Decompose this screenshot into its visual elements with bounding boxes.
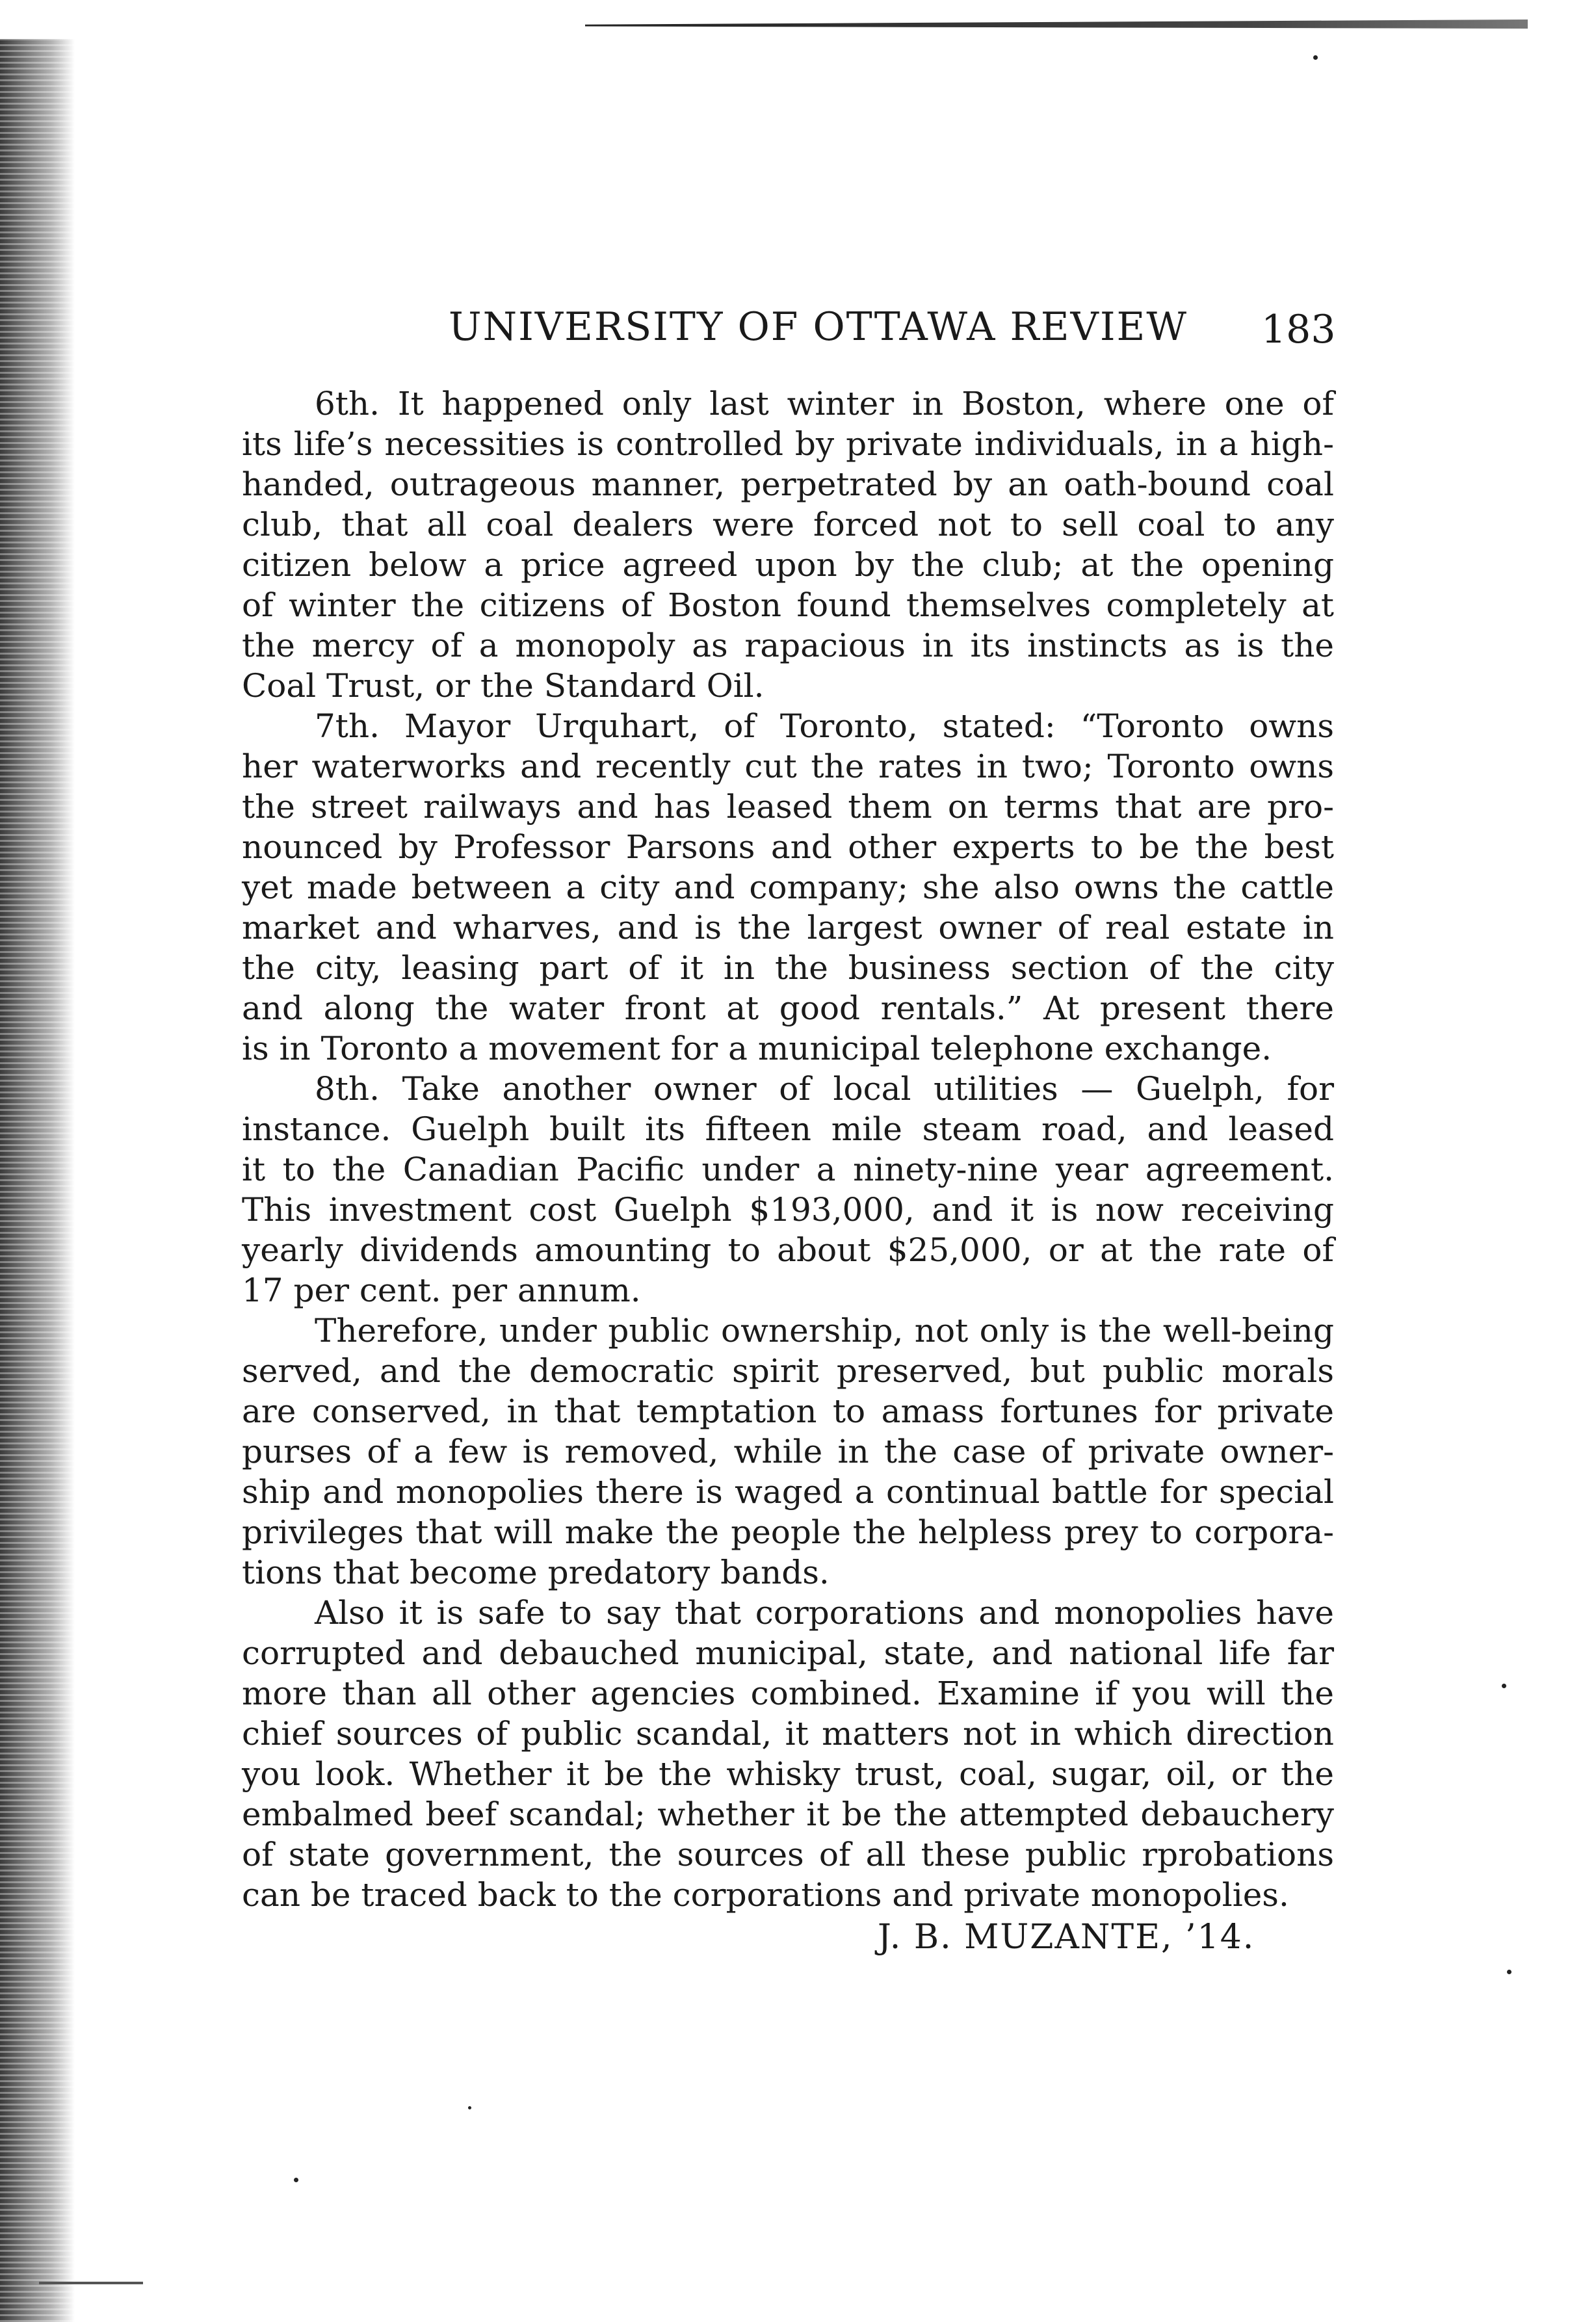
ink-speck xyxy=(294,2178,298,2182)
text-line: nounced by Professor Parsons and other experts to be the best xyxy=(242,828,1334,866)
article-body xyxy=(242,384,1334,1915)
text-line: ship and monopolies there is waged a continual battle for special xyxy=(242,1473,1334,1511)
text-line: and along the water front at good rentals.” At present there xyxy=(242,989,1334,1027)
text-line: 8th. Take another owner of local utilities — Guelph, for xyxy=(315,1070,1334,1108)
text-line: tions that become predatory bands. xyxy=(242,1554,830,1591)
ink-speck xyxy=(1502,1684,1506,1688)
author-signature: J. B. MUZANTE, ’14. xyxy=(878,1918,1255,1957)
running-head-title: UNIVERSITY OF OTTAWA REVIEW xyxy=(449,304,1188,350)
ink-speck xyxy=(1507,1970,1511,1974)
text-line: Also it is safe to say that corporations and monopolies have xyxy=(315,1594,1334,1632)
ink-speck xyxy=(1313,55,1318,60)
text-line: is in Toronto a movement for a municipal telephone exchange. xyxy=(242,1030,1272,1067)
paragraph-therefore xyxy=(242,1311,1334,1593)
text-line: served, and the democratic spirit preserved, but public morals xyxy=(242,1352,1334,1390)
text-line: Coal Trust, or the Standard Oil. xyxy=(242,667,765,705)
page-number: 183 xyxy=(1261,307,1336,352)
text-line: 17 per cent. per annum. xyxy=(242,1272,641,1309)
text-line: of state government, the sources of all these public rprobations xyxy=(242,1836,1334,1873)
text-line: yearly dividends amounting to about $25,000, or at the rate of xyxy=(242,1231,1334,1269)
text-line: the street railways and has leased them on terms that are pro- xyxy=(242,788,1334,826)
paragraph-6th xyxy=(242,384,1334,706)
paragraph-also xyxy=(242,1593,1334,1915)
text-line: her waterworks and recently cut the rates in two; Toronto owns xyxy=(242,748,1334,785)
text-line: This investment cost Guelph $193,000, and it is now receiving xyxy=(242,1191,1334,1229)
text-line: club, that all coal dealers were forced not to sell coal to any xyxy=(242,506,1334,543)
text-line: Therefore, under public ownership, not only is the well-being xyxy=(315,1312,1334,1350)
text-line: 6th. It happened only last winter in Boston, where one of xyxy=(315,385,1334,423)
binding-foot-rule xyxy=(39,2282,143,2284)
text-line: handed, outrageous manner, perpetrated by an oath-bound coal xyxy=(242,465,1334,503)
text-line: corrupted and debauched municipal, state, and national life far xyxy=(242,1634,1334,1672)
text-line: privileges that will make the people the helpless prey to corpora- xyxy=(242,1513,1334,1551)
paragraph-7th xyxy=(242,706,1334,1069)
text-line: more than all other agencies combined. Examine if you will the xyxy=(242,1675,1334,1712)
binding-edge xyxy=(0,39,75,2322)
text-line: its life’s necessities is controlled by private individuals, in a high- xyxy=(242,425,1334,463)
text-line: are conserved, in that temptation to amass fortunes for private xyxy=(242,1392,1334,1430)
text-line: purses of a few is removed, while in the case of private owner- xyxy=(242,1433,1334,1470)
text-line: the mercy of a monopoly as rapacious in its instincts as is the xyxy=(242,627,1334,664)
ink-speck xyxy=(468,2106,471,2109)
text-line: citizen below a price agreed upon by the club; at the opening xyxy=(242,546,1334,584)
text-line: 7th. Mayor Urquhart, of Toronto, stated: “Toronto owns xyxy=(315,707,1334,745)
text-line: can be traced back to the corporations and private monopolies. xyxy=(242,1876,1289,1914)
paragraph-8th xyxy=(242,1069,1334,1311)
text-line: yet made between a city and company; she also owns the cattle xyxy=(242,868,1334,906)
text-line: chief sources of public scandal, it matters not in which direction xyxy=(242,1715,1334,1753)
text-line: you look. Whether it be the whisky trust, coal, sugar, oil, or the xyxy=(242,1755,1334,1793)
text-line: embalmed beef scandal; whether it be the attempted debauchery xyxy=(242,1795,1334,1833)
text-line: instance. Guelph built its fifteen mile steam road, and leased xyxy=(242,1110,1334,1148)
text-line: the city, leasing part of it in the business section of the city xyxy=(242,949,1334,987)
top-rule xyxy=(585,20,1528,29)
text-line: market and wharves, and is the largest owner of real estate in xyxy=(242,909,1334,946)
text-line: of winter the citizens of Boston found themselves completely at xyxy=(242,586,1334,624)
text-line: it to the Canadian Pacific under a ninety-nine year agreement. xyxy=(242,1151,1334,1188)
